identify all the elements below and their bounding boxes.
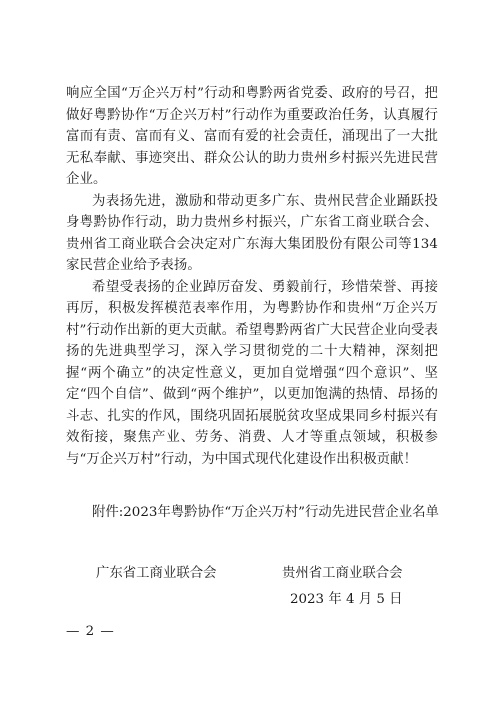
body-text: [66, 83, 438, 470]
paragraph-commendation-decision: 为表扬先进，激励和带动更多广东、贵州民营企业踊跃投身粤黔协作行动，助力贵州乡村振兴，广东省工商业联合会、贵州省工商业联合会决定对广东海大集团股份有限公司等134家民营企业给予表扬。: [66, 193, 438, 273]
attachment-line: 附件:2023年粤黔协作“万企兴万村”行动先进民营企业名单: [92, 505, 439, 520]
signatory-guizhou: 贵州省工商业联合会: [282, 566, 403, 581]
page-number: — 2 —: [66, 624, 115, 639]
paragraph-continuation: 响应全国“万企兴万村”行动和粤黔两省党委、政府的号召，把做好粤黔协作“万企兴万村”行动作为重要政治任务，认真履行富而有责、富而有义、富而有爱的社会责任，涌现出了一大批无私奉献、事迹突出、群众公认的助力贵州乡村振兴先进民营企业。: [66, 86, 438, 187]
signatory-guangdong: 广东省工商业联合会: [96, 566, 217, 581]
paragraph-expectations: 希望受表扬的企业踔厉奋发、勇毅前行，珍惜荣誉、再接再厉，积极发挥模范表率作用，为粤黔协作和贵州“万企兴万村”行动作出新的更大贡献。希望粤黔两省广大民营企业向受表扬的先进典型学习，深入学习贯彻党的二十大精神，深刻把握“两个确立”的决定性意义，更加自觉增强“四个意识”、坚定“四个自信”、做到“两个维护”，以更加饱满的热情、昂扬的斗志、扎实的作风，围绕巩固拓展脱贫攻坚成果同乡村振兴有效衔接，聚焦产业、劳务、消费、人才等重点领域，积极参与“万企兴万村”行动，为中国式现代化建设作出积极贡献！: [66, 279, 438, 467]
issue-date: 2023 年 4 月 5 日: [290, 592, 403, 607]
